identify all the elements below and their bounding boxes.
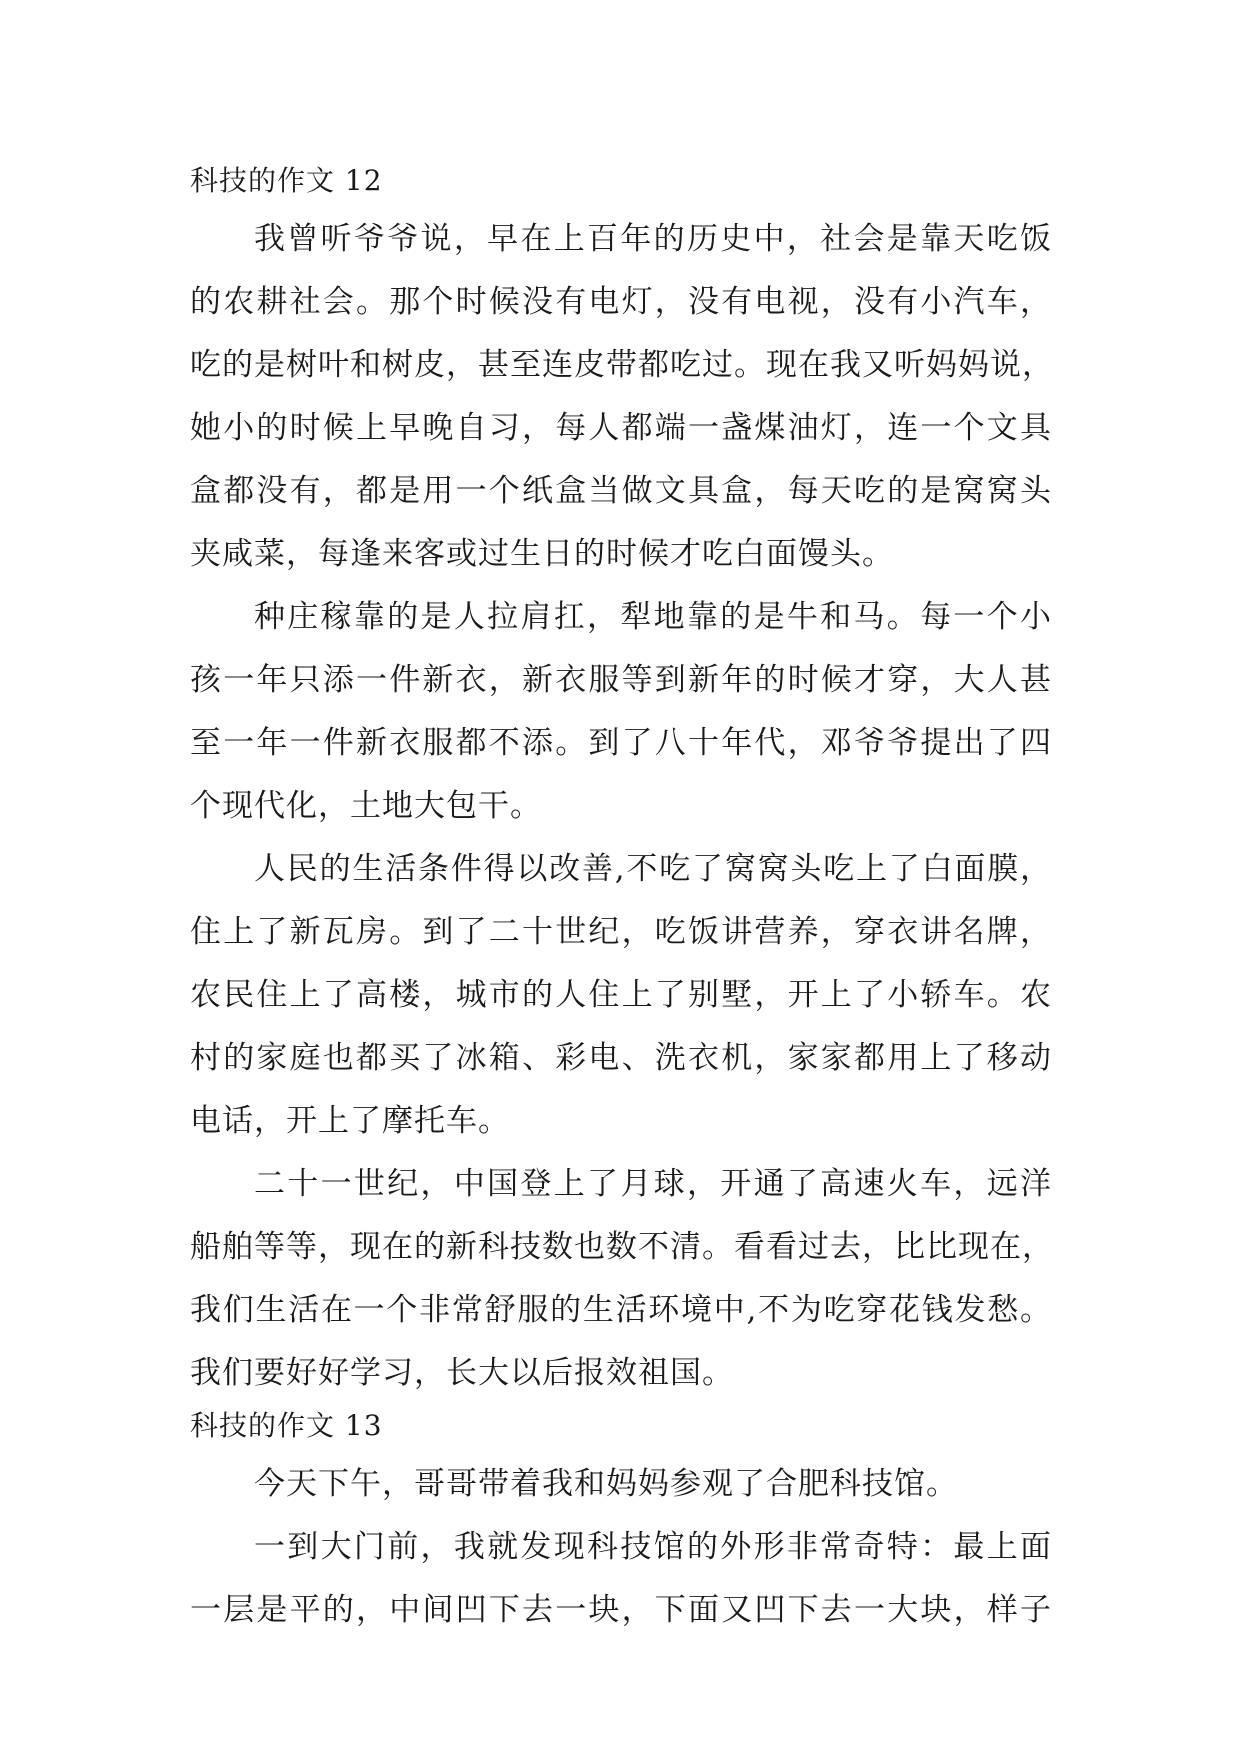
text-line: 孩一年只添一件新衣，新衣服等到新年的时候才穿，大人甚 [190,662,1052,698]
text-line: 一层是平的，中间凹下去一块，下面又凹下去一大块，样子 [190,1592,1052,1628]
essay-section-13 [190,1405,1052,1642]
text-line: 今天下午，哥哥带着我和妈妈参观了合肥科技馆。 [254,1466,958,1502]
text-line: 个现代化，土地大包干。 [190,788,542,824]
section-heading: 科技的作文 12 [190,164,383,197]
text-line: 一到大门前，我就发现科技馆的外形非常奇特：最上面 [254,1529,1052,1565]
paragraph [190,1453,1052,1516]
text-line: 的农耕社会。那个时候没有电灯，没有电视，没有小汽车， [190,284,1052,320]
text-line: 至一年一件新衣服都不添。到了八十年代，邓爷爷提出了四 [190,725,1052,761]
paragraph [190,586,1052,838]
text-line: 夹咸菜，每逢来客或过生日的时候才吃白面馒头。 [190,536,894,572]
paragraph [190,838,1052,1153]
text-line: 电话，开上了摩托车。 [190,1103,510,1139]
paragraph [190,1153,1052,1405]
text-line: 二十一世纪，中国登上了月球，开通了高速火车，远洋 [254,1166,1052,1202]
text-line: 她小的时候上早晚自习，每人都端一盏煤油灯，连一个文具 [190,410,1052,446]
text-line: 我们要好好学习，长大以后报效祖国。 [190,1355,734,1391]
document-page [190,160,1052,1642]
text-line: 我们生活在一个非常舒服的生活环境中,不为吃穿花钱发愁。 [190,1292,1052,1328]
essay-section-12 [190,160,1052,1405]
text-line: 农民住上了高楼，城市的人住上了别墅，开上了小轿车。农 [190,977,1052,1013]
text-line: 人民的生活条件得以改善,不吃了窝窝头吃上了白面膜， [254,851,1052,887]
paragraph [190,1516,1052,1642]
text-line: 村的家庭也都买了冰箱、彩电、洗衣机，家家都用上了移动 [190,1040,1052,1076]
text-line: 盒都没有，都是用一个纸盒当做文具盒，每天吃的是窝窝头 [190,473,1052,509]
paragraph [190,208,1052,586]
section-heading: 科技的作文 13 [190,1409,383,1442]
text-line: 种庄稼靠的是人拉肩扛，犁地靠的是牛和马。每一个小 [254,599,1052,635]
text-line: 船舶等等，现在的新科技数也数不清。看看过去，比比现在， [190,1229,1054,1265]
text-line: 住上了新瓦房。到了二十世纪，吃饭讲营养，穿衣讲名牌， [190,914,1052,950]
text-line: 吃的是树叶和树皮，甚至连皮带都吃过。现在我又听妈妈说， [190,347,1054,383]
text-line: 我曾听爷爷说，早在上百年的历史中，社会是靠天吃饭 [254,221,1052,257]
